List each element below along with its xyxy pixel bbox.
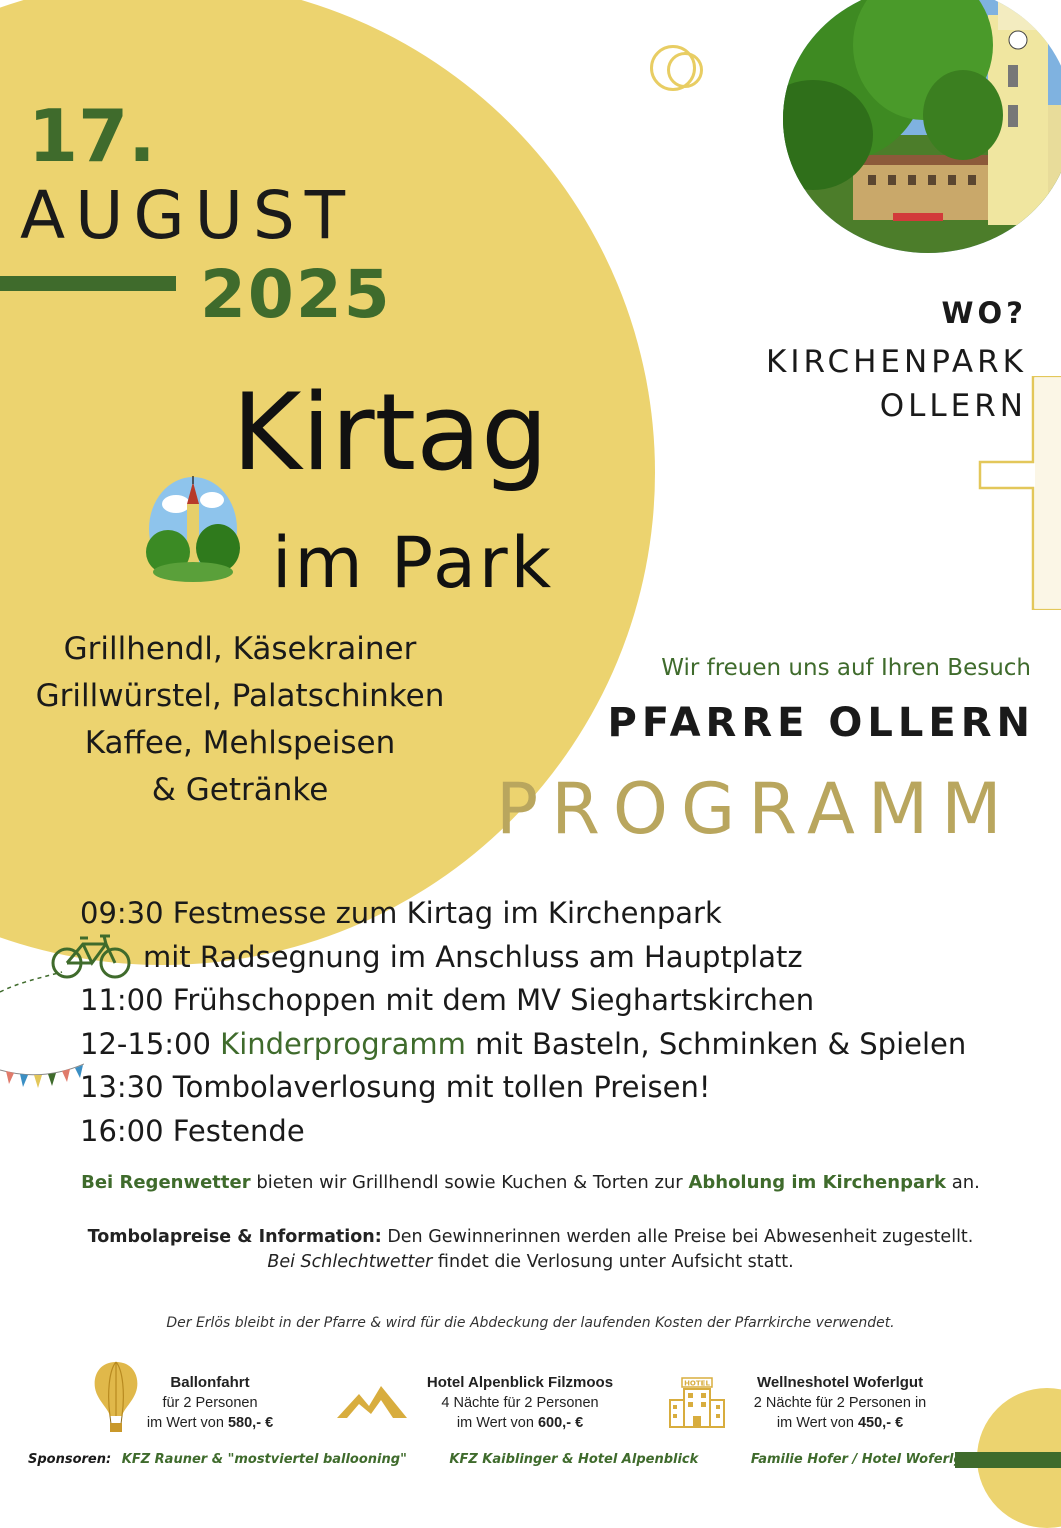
cross-outline-icon [975, 376, 1061, 610]
food-item: Grillwürstel, Palatschinken [35, 678, 445, 714]
schedule-item: 16:00 Festende [80, 1113, 305, 1148]
prize-wellnesshotel [730, 1373, 950, 1433]
sponsor-item: KFZ Kaiblinger & Hotel Alpenblick [449, 1452, 699, 1467]
prize-title: Wellneshotel Woferlgut [756, 1374, 924, 1391]
organizer-name: PFARRE OLLERN [607, 700, 1035, 746]
prize-detail: für 2 Personen [162, 1395, 258, 1411]
tombola-text: Den Gewinnerinnen werden alle Preise bei Abwesenheit zugestellt. [387, 1227, 974, 1247]
rain-notice [0, 1172, 1061, 1193]
rain-notice-bold: Bei Regenwetter [81, 1172, 251, 1193]
prize-title: Ballonfahrt [170, 1374, 250, 1391]
sponsor-item: KFZ Rauner & "mostviertel ballooning" [121, 1452, 407, 1467]
food-list [20, 626, 460, 814]
location-label: WO? [941, 296, 1027, 330]
sponsor-item: Familie Hofer / Hotel Woferlgut [750, 1452, 979, 1467]
prize-value: 600,- € [537, 1415, 584, 1431]
schedule-highlight: Kinderprogramm [220, 1026, 466, 1061]
location-line: KIRCHENPARK [766, 344, 1027, 380]
location-line: OLLERN [879, 388, 1027, 424]
food-item: Kaffee, Mehlspeisen [84, 725, 396, 761]
prize-value-prefix: im Wert von [776, 1415, 854, 1431]
program-heading: PROGRAMM [496, 768, 1015, 850]
mountain-icon [337, 1384, 407, 1420]
schedule-time: 12-15:00 [80, 1026, 211, 1061]
rain-notice-bold: Abholung im Kirchenpark [688, 1172, 946, 1193]
schedule-item: 11:00 Frühschoppen mit dem MV Sieghartskirchen [80, 983, 815, 1017]
prize-detail: 4 Nächte für 2 Personen [441, 1395, 599, 1411]
prize-detail: 2 Nächte für 2 Personen in [753, 1395, 927, 1411]
prize-value-prefix: im Wert von [456, 1415, 534, 1431]
event-year: 2025 [200, 256, 392, 333]
rain-notice-text: an. [951, 1172, 980, 1193]
prize-value-line [400, 1413, 640, 1433]
tombola-italic: Bei Schlechtwetter [267, 1252, 433, 1272]
prize-value-line [730, 1413, 950, 1433]
hotel-sign-text: HOTEL [684, 1379, 710, 1388]
prize-value-prefix: im Wert von [146, 1415, 224, 1431]
bunting-decoration [0, 1060, 84, 1096]
tombola-weather-note [0, 1252, 1061, 1272]
program-schedule [80, 892, 966, 1153]
church-park-illustration [783, 0, 1061, 253]
schedule-item: 09:30 Festmesse zum Kirtag im Kirchenpark [80, 896, 722, 930]
sponsors-label: Sponsoren: [28, 1452, 112, 1467]
sponsors-line [28, 1452, 978, 1467]
prize-hotel-alpenblick [400, 1373, 640, 1433]
food-item: Grillhendl, Käsekrainer [63, 631, 417, 667]
prize-value: 450,- € [857, 1415, 904, 1431]
welcome-text: Wir freuen uns auf Ihren Besuch [661, 655, 1031, 681]
prize-value-line [120, 1413, 300, 1433]
church-photo [783, 0, 1061, 253]
prize-balloon-ride [120, 1373, 300, 1433]
rain-notice-text: bieten wir Grillhendl sowie Kuchen & Torten zur [256, 1172, 683, 1193]
schedule-text: mit Basteln, Schminken & Spielen [475, 1026, 967, 1061]
schedule-item [80, 1023, 966, 1067]
prize-title: Hotel Alpenblick Filzmoos [426, 1374, 614, 1391]
food-item: & Getränke [151, 772, 329, 808]
hotel-icon [668, 1376, 726, 1428]
tombola-text: findet die Verlosung unter Aufsicht statt. [437, 1252, 794, 1272]
green-accent-bar [0, 276, 176, 291]
tombola-label: Tombolapreise & Information: [87, 1227, 382, 1247]
prize-value: 580,- € [227, 1415, 274, 1431]
decorative-ring [667, 52, 703, 88]
proceeds-note: Der Erlös bleibt in der Pfarre & wird für die Abdeckung der laufenden Kosten der Pfarrkirche verwendet. [166, 1315, 895, 1331]
schedule-item: mit Radsegnung im Anschluss am Hauptplatz [143, 939, 803, 974]
event-day: 17. [28, 94, 156, 178]
schedule-item: 13:30 Tombolaverlosung mit tollen Preisen! [80, 1070, 711, 1104]
tombola-info [0, 1227, 1061, 1247]
event-subtitle: im Park [272, 522, 555, 604]
event-month: AUGUST [20, 177, 356, 254]
event-title: Kirtag [232, 371, 549, 494]
parish-logo [146, 474, 240, 584]
